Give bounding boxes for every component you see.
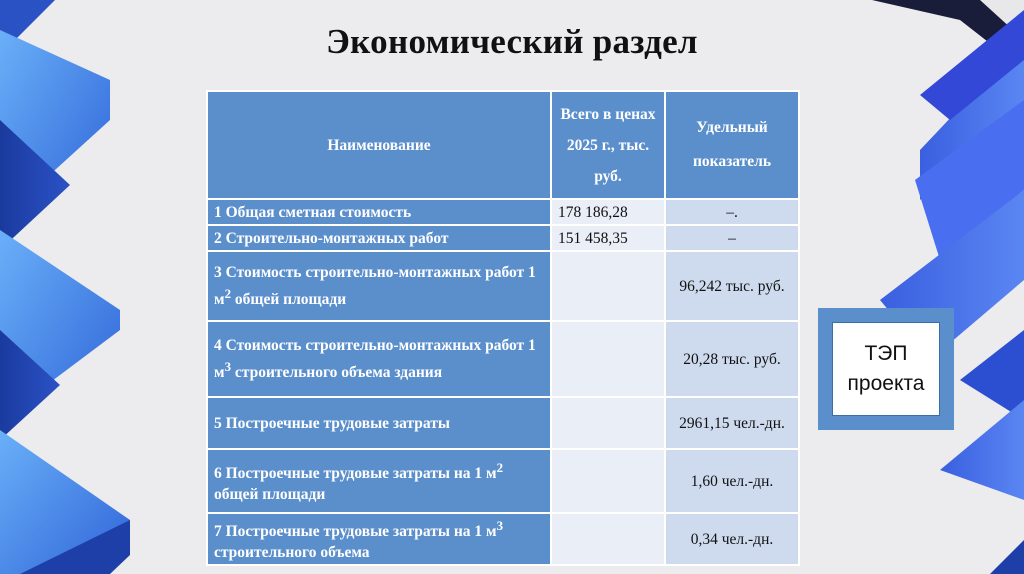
table-row <box>207 225 799 251</box>
row-name: 7 Построечные трудовые затраты на 1 $м^3$ строительного объема <box>207 513 551 565</box>
row-name: 2 Строительно-монтажных работ <box>207 225 551 251</box>
table-row <box>207 251 799 321</box>
row-specific: – <box>665 225 799 251</box>
row-specific: 2961,15 чел.-дн. <box>665 397 799 449</box>
table-row <box>207 513 799 565</box>
row-total <box>551 321 665 397</box>
table-row <box>207 321 799 397</box>
row-total: 151 458,35 <box>551 225 665 251</box>
header-specific <box>665 91 799 199</box>
table-row <box>207 397 799 449</box>
row-total <box>551 449 665 513</box>
header-specific-label: Удельный показатель <box>692 119 772 170</box>
row-name: 4 Стоимость строительно-монтажных работ 1 $м^3$ строительного объема здания <box>207 321 551 397</box>
row-name: 3 Стоимость строительно-монтажных работ 1 $м^2$ общей площади <box>207 251 551 321</box>
row-total <box>551 251 665 321</box>
row-specific: –. <box>665 199 799 225</box>
table-row <box>207 449 799 513</box>
table-row <box>207 199 799 225</box>
row-total <box>551 513 665 565</box>
row-specific: 1,60 чел.-дн. <box>665 449 799 513</box>
row-name: 1 Общая сметная стоимость <box>207 199 551 225</box>
row-name: 6 Построечные трудовые затраты на 1 $м^2$ общей площади <box>207 449 551 513</box>
row-name: 5 Построечные трудовые затраты <box>207 397 551 449</box>
row-specific: 96,242 тыс. руб. <box>665 251 799 321</box>
tep-badge-inner <box>832 322 940 416</box>
header-total <box>551 91 665 199</box>
row-specific: 0,34 чел.-дн. <box>665 513 799 565</box>
page-title: Экономический раздел <box>326 22 698 61</box>
row-total <box>551 397 665 449</box>
table-header-row <box>207 91 799 199</box>
tep-badge-line2: проекта <box>847 372 925 395</box>
header-name: Наименование <box>207 91 551 199</box>
row-total: 178 186,28 <box>551 199 665 225</box>
tep-badge-line1: ТЭП <box>864 342 908 365</box>
economic-table <box>206 90 800 566</box>
header-total-label: Всего в ценах 2025 г., тыс. руб. <box>560 105 656 185</box>
tep-badge <box>818 308 954 430</box>
row-specific: 20,28 тыс. руб. <box>665 321 799 397</box>
